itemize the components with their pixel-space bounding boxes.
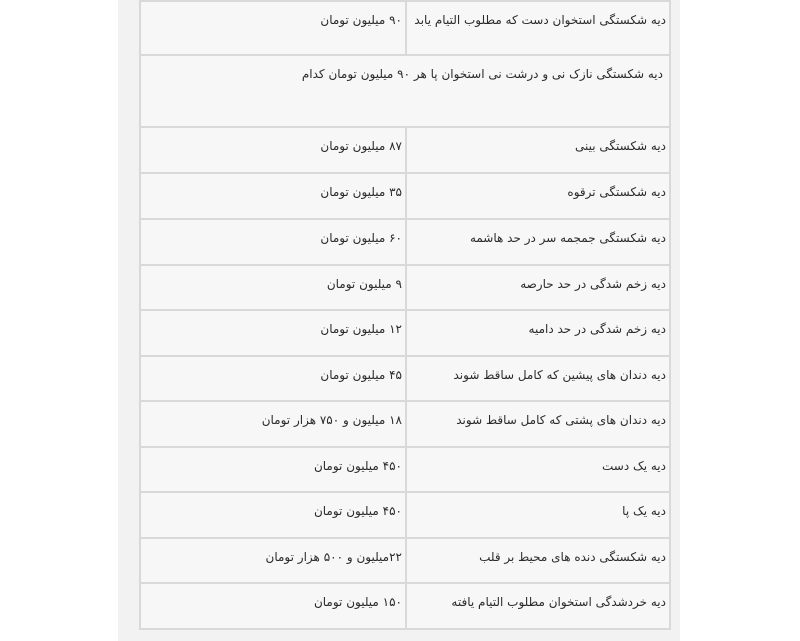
row-label: دیه یک پا [406,492,670,538]
row-value: ۲۲میلیون و ۵۰۰ هزار تومان [140,538,406,583]
row-label: دیه شکستگی جمجمه سر در حد هاشمه [406,219,670,265]
row-value: ۱۲ میلیون تومان [140,310,406,356]
diyeh-table [139,0,671,630]
row-value: ۴۵ میلیون تومان [140,356,406,401]
row-label: دیه زخم شدگی در حد دامیه [406,310,670,356]
row-value: ۱۸ میلیون و ۷۵۰ هزار تومان [140,401,406,447]
table-row [140,219,670,265]
row-label: دیه شکستگی دنده های محیط بر قلب [406,538,670,583]
row-value: ۹ میلیون تومان [140,265,406,310]
row-label: دیه شکستگی بینی [406,127,670,173]
row-label: دیه شکستگی ترقوه [406,173,670,219]
table-row [140,492,670,538]
table-row [140,356,670,401]
row-label: دیه شکستگی استخوان دست که مطلوب التیام یابد [406,1,670,55]
row-label: دیه خردشدگی استخوان مطلوب التیام یافته [406,583,670,629]
row-label: دیه دندان های پیشین که کامل ساقط شوند [406,356,670,401]
row-value: ۴۵۰ میلیون تومان [140,492,406,538]
row-merged-text: دیه شکستگی نازک نی و درشت نی استخوان پا هر ۹۰ میلیون تومان کدام [140,55,670,127]
row-value: ۹۰ میلیون تومان [140,1,406,55]
row-value: ۸۷ میلیون تومان [140,127,406,173]
table-row [140,401,670,447]
table-row [140,55,670,127]
table-row [140,447,670,492]
row-label: دیه زخم شدگی در حد حارصه [406,265,670,310]
row-value: ۱۵۰ میلیون تومان [140,583,406,629]
row-value: ۴۵۰ میلیون تومان [140,447,406,492]
table-row [140,173,670,219]
table-row [140,538,670,583]
row-value: ۶۰ میلیون تومان [140,219,406,265]
row-label: دیه دندان های پشتی که کامل ساقط شوند [406,401,670,447]
table-row [140,1,670,55]
table-row [140,583,670,629]
table-row [140,310,670,356]
row-label: دیه یک دست [406,447,670,492]
table-row [140,127,670,173]
table-row [140,265,670,310]
row-value: ۳۵ میلیون تومان [140,173,406,219]
